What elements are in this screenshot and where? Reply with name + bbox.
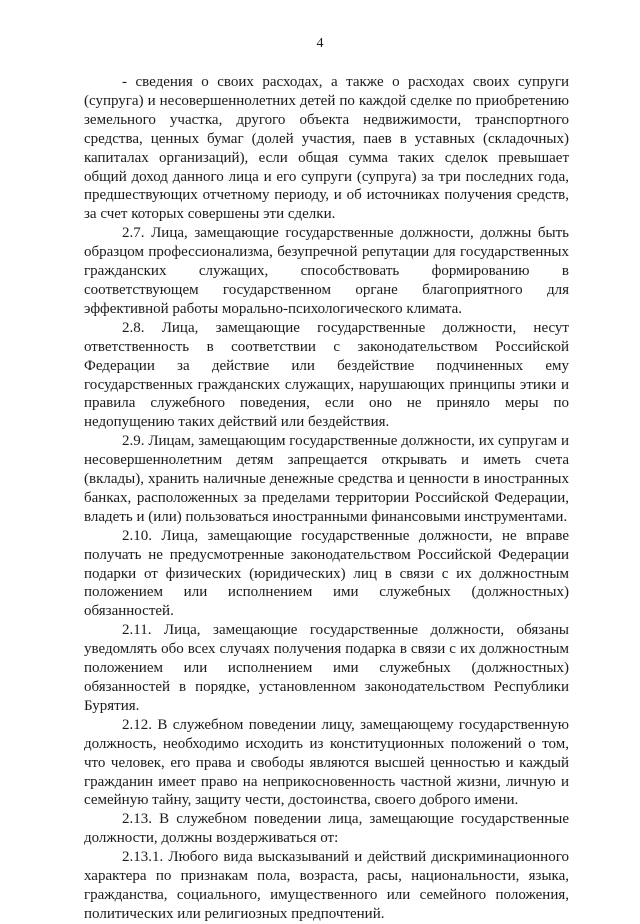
paragraph-2-10: 2.10. Лица, замещающие государственные должности, не вправе получать не предусмотренные законодательством Российской Федерации подарки от физических (юридических) лиц в связи с их должностным положением или исполнением ими служебных (должностных) обязанностей. [84, 527, 569, 620]
paragraph-2-13-1: 2.13.1. Любого вида высказываний и действий дискриминационного характера по признакам пола, возраста, расы, национальности, языка, гражданства, социального, имущественного или семейного положения, политических или религиозных предпочтений. [84, 849, 569, 922]
page-number: 4 [316, 36, 324, 51]
paragraph-2-7: 2.7. Лица, замещающие государственные должности, должны быть образцом профессионализма, безупречной репутации для государственных гражданских служащих, способствовать формированию в соответствующем государственном органе благоприятного для эффективной работы морально-психологического климата. [84, 225, 569, 317]
paragraph-2-11: 2.11. Лица, замещающие государственные должности, обязаны уведомлять обо всех случаях получения подарка в связи с их должностным положением или исполнением ими служебных (должностных) обязанностей в порядке, установленном законодательством Республики Бурятия. [84, 622, 569, 714]
paragraph-2-8: 2.8. Лица, замещающие государственные должности, несут ответственность в соответствии с законодательством Российской Федерации за действие или бездействие подчиненных ему государственных гражданских служащих, нарушающих принципы этики и правила служебного поведения, если оно не приняло меры по недопущению таких действий или бездействия. [84, 319, 569, 431]
paragraph-2-9: 2.9. Лицам, замещающим государственные должности, их супругам и несовершеннолетним детям запрещается открывать и иметь счета (вклады), хранить наличные денежные средства и ценности в иностранных банках, расположенных за пределами территории Российской Федерации, владеть и (или) пользоваться иностранными финансовыми инструментами. [84, 433, 569, 525]
paragraph-2-12: 2.12. В служебном поведении лицу, замещающему государственную должность, необходимо исходить из конституционных положений о том, что человек, его права и свободы являются высшей ценностью и каждый гражданин имеет право на неприкосновенность частной жизни, личную и семейную тайну, защиту чести, достоинства, своего доброго имени. [84, 716, 569, 809]
paragraph-expense-info: - сведения о своих расходах, а также о расходах своих супруги (супруга) и несовершеннолетних детей по каждой сделке по приобретению земельного участка, другого объекта недвижимости, транспортного средства, ценных бумаг (долей участия, паев в уставных (складочных) капиталах организаций), если общая сумма таких сделок превышает общий доход данного лица и его супруги (супруга) за три последних года, предшествующих отчетному периоду, и об источниках получения средств, за счет которых совершены эти сделки. [84, 74, 569, 223]
document-body [84, 73, 569, 924]
paragraph-2-13: 2.13. В служебном поведении лица, замещающие государственные должности, должны воздерживаться от: [84, 811, 569, 847]
